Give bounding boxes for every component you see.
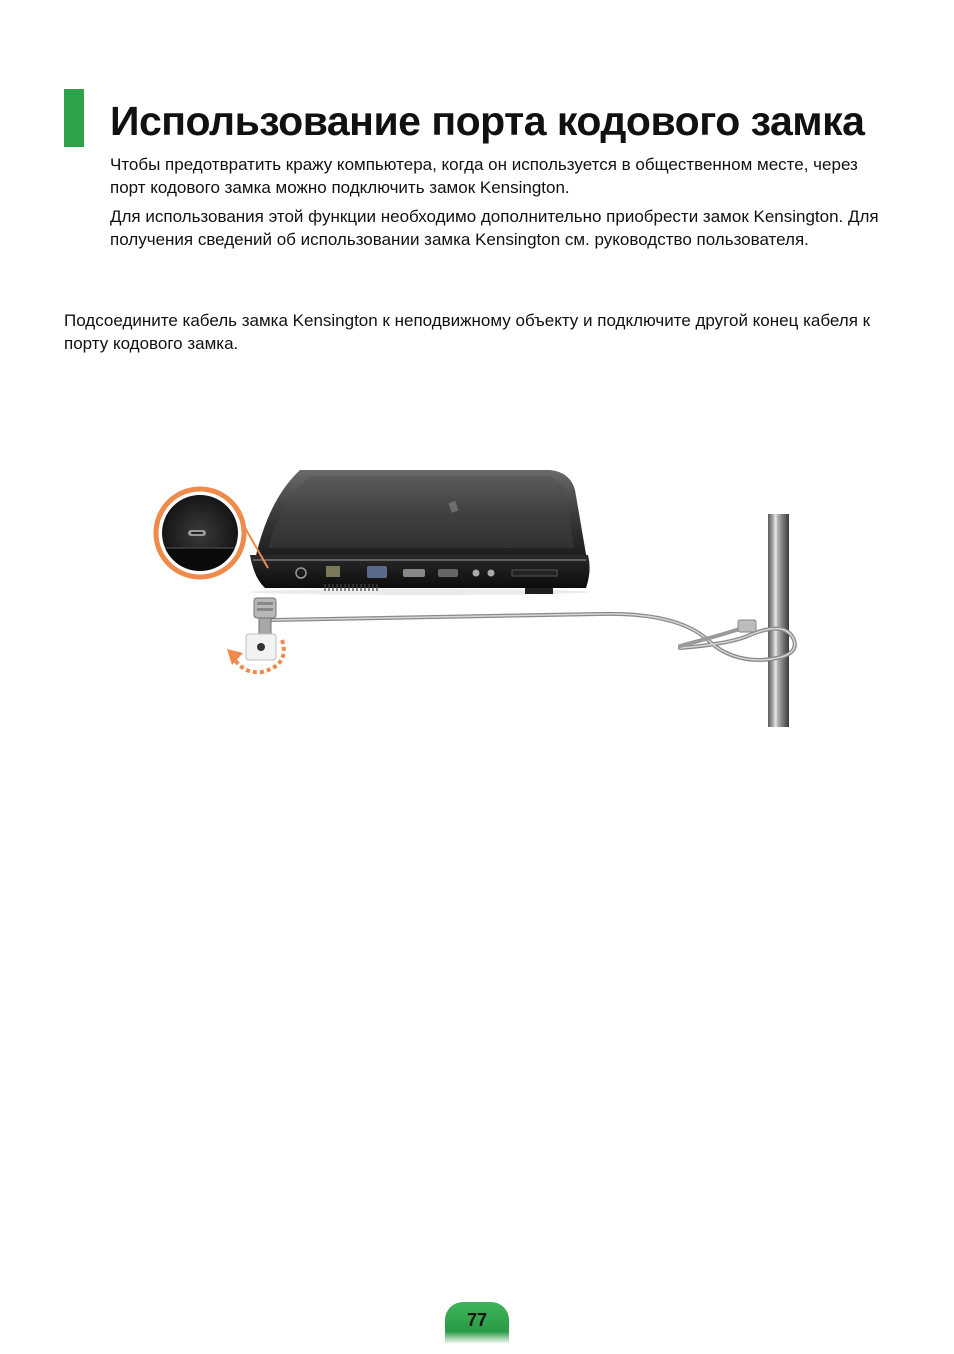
page-number-badge: 77	[445, 1302, 509, 1344]
kensington-lock-illustration	[150, 460, 810, 735]
laptop-image	[250, 470, 590, 595]
intro-paragraph: Чтобы предотвратить кражу компьютера, когда он используется в общественном месте, через порт кодового замка можно подключить замок Kensington.	[110, 155, 858, 197]
security-pole-image	[768, 514, 789, 727]
page-title: Использование порта кодового замка	[110, 98, 865, 144]
kensington-lock-image	[246, 598, 276, 660]
lock-port-zoom-callout	[156, 489, 268, 578]
instruction-paragraph: Подсоедините кабель замка Kensington к неподвижному объекту и подключите другой конец кабеля к порту кодового замка.	[64, 311, 871, 353]
lock-cable-image	[272, 614, 795, 660]
purchase-note-paragraph: Для использования этой функции необходимо дополнительно приобрести замок Kensington. Для получения сведений об использовании замка Kensington см. руководство пользователя.	[110, 207, 879, 249]
title-accent-bar	[64, 89, 84, 147]
